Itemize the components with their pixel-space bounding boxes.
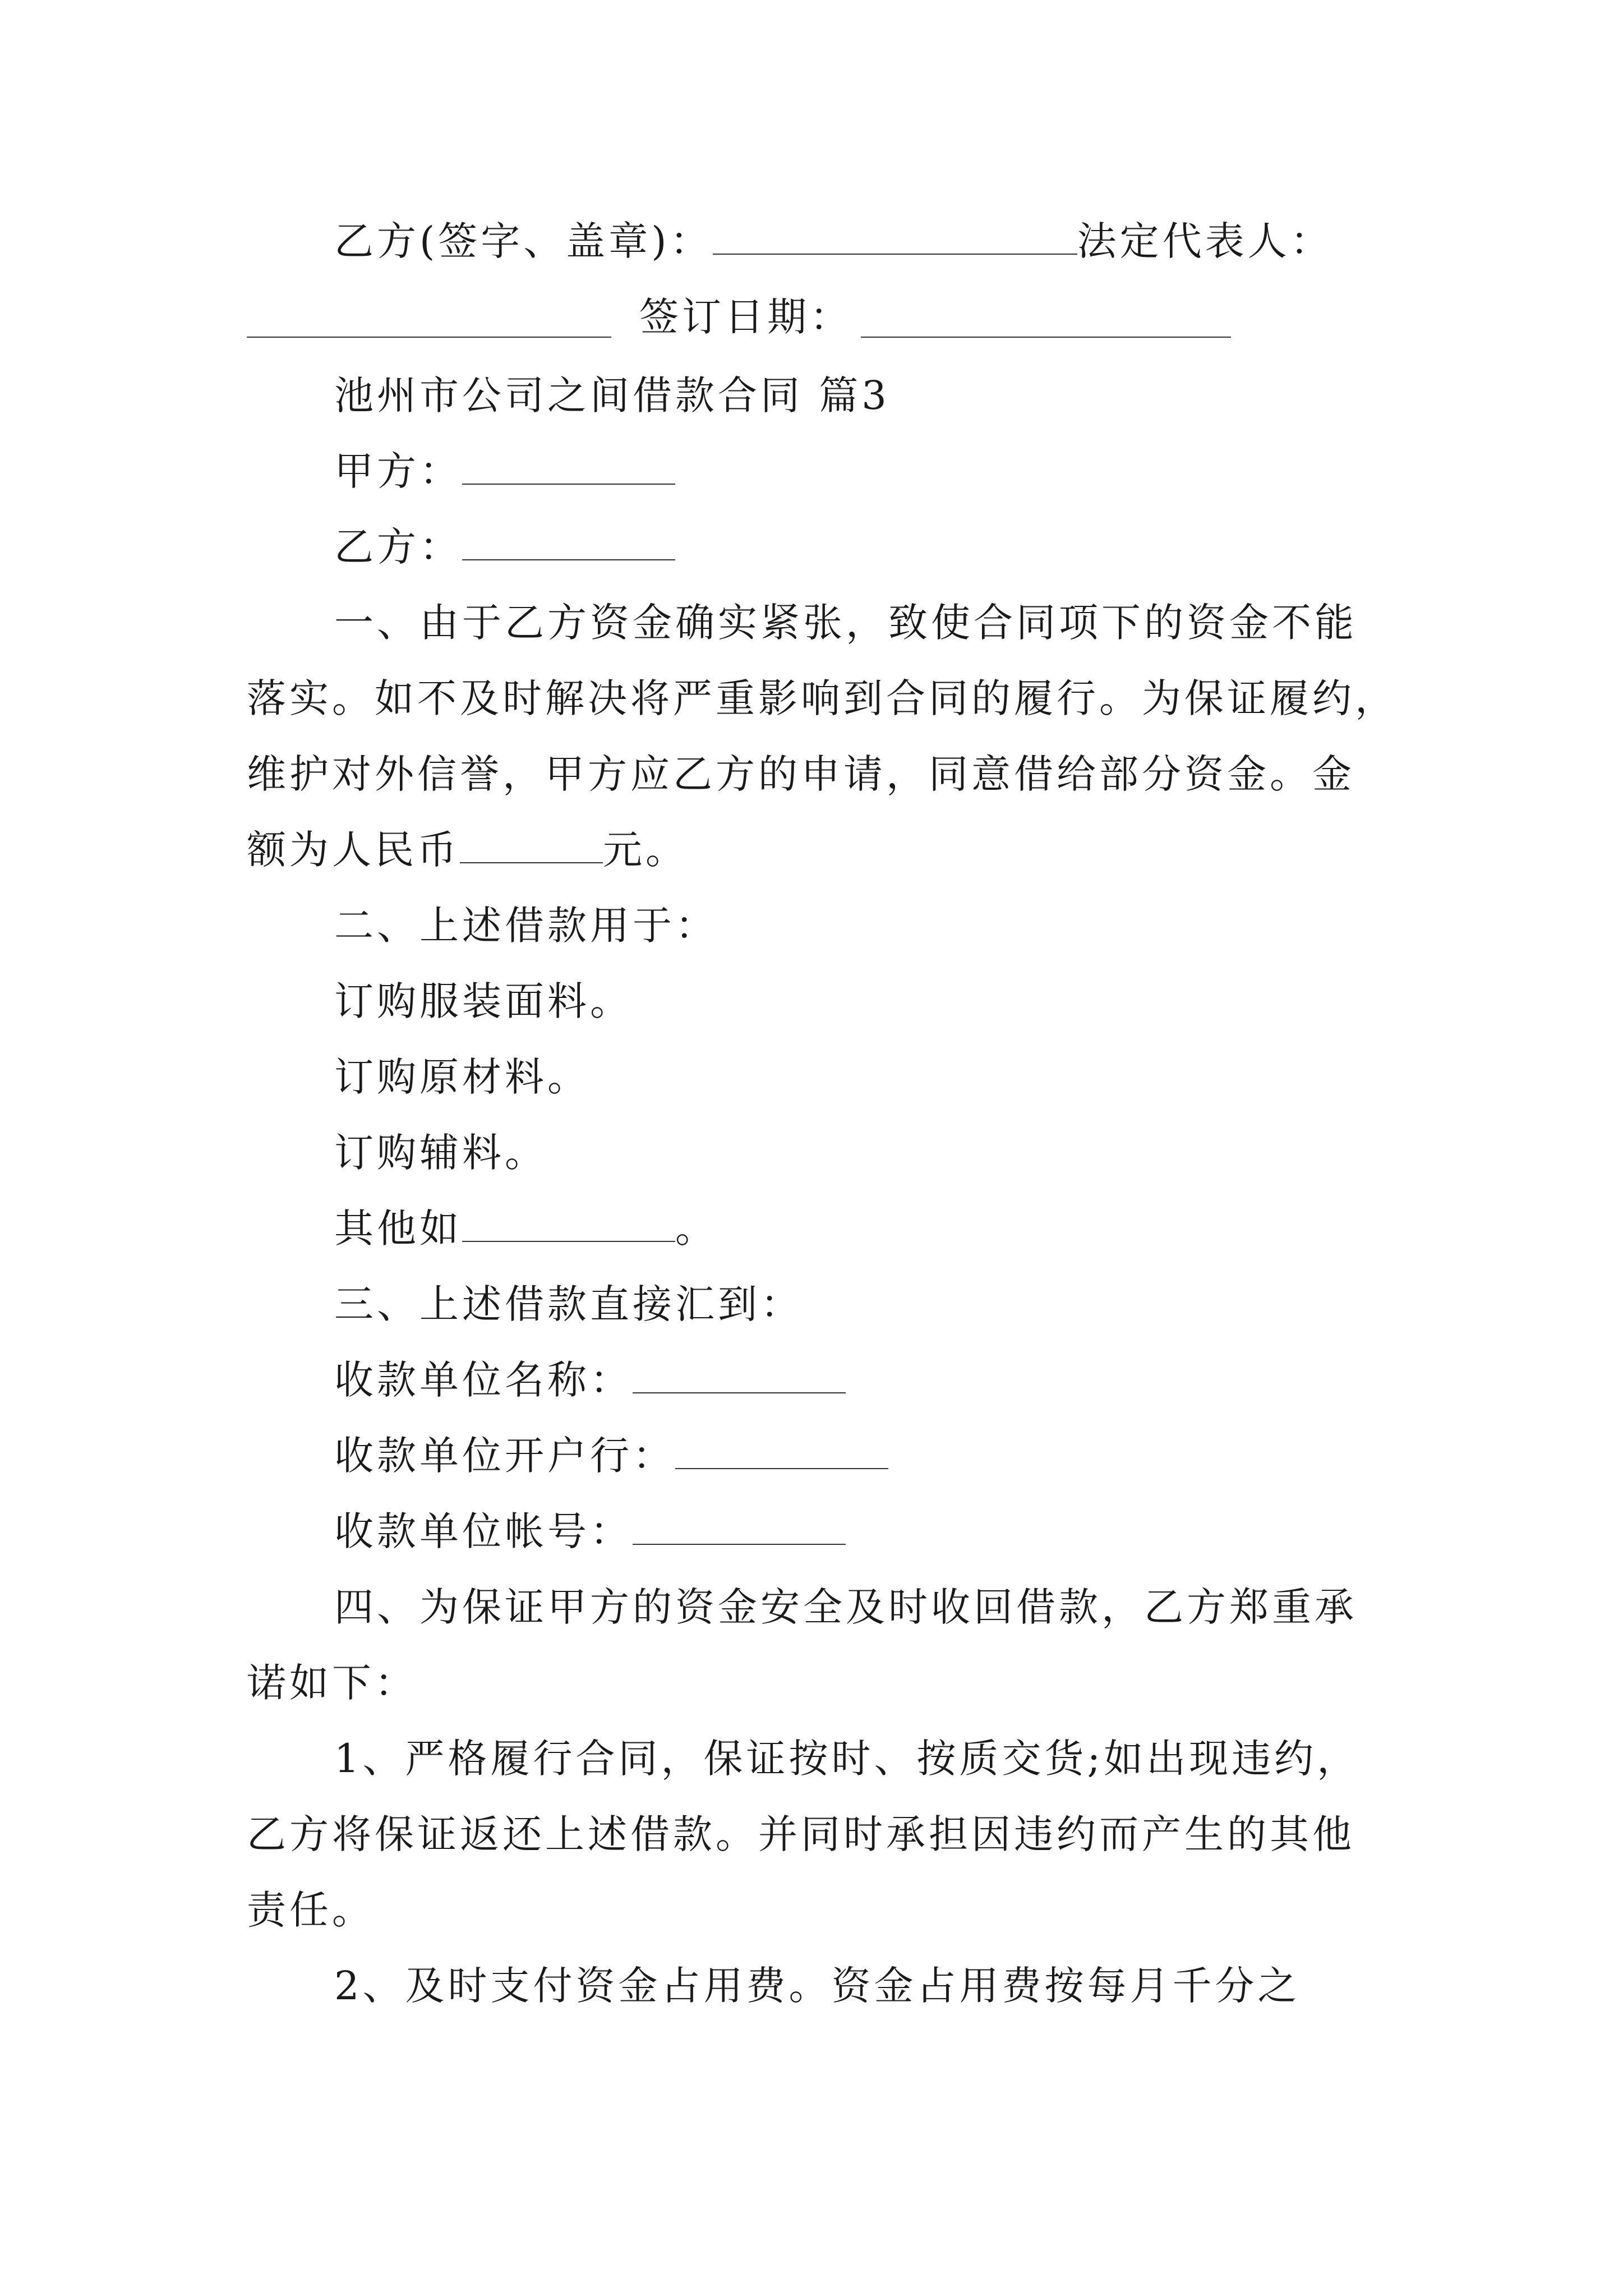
item1-line1: 1、严格履行合同，保证按时、按质交货;如出现违约，: [334, 1736, 1360, 1782]
clause1-line3: 维护对外信誉，甲方应乙方的申请，同意借给部分资金。金: [247, 751, 1355, 797]
other-suffix: 。: [675, 1205, 718, 1251]
clause1-line4: [247, 825, 688, 875]
clause4-line2: 诺如下：: [247, 1660, 417, 1706]
sign-date-blank: [861, 337, 1231, 338]
party-b-line: [334, 522, 675, 572]
party-b-sign-label: 乙方(签字、盖章)：: [334, 218, 713, 264]
party-a-label: 甲方：: [334, 448, 462, 494]
clause2-item1: 订购服装面料。: [334, 978, 633, 1024]
section-title: 池州市公司之间借款合同 篇3: [334, 372, 890, 418]
item2-line1: 2、及时支付资金占用费。资金占用费按每月千分之: [334, 1963, 1301, 2009]
clause2-item4: [334, 1203, 718, 1254]
payee-bank-line: [334, 1430, 888, 1481]
item1-line2: 乙方将保证返还上述借款。并同时承担因违约而产生的其他: [247, 1811, 1355, 1857]
signature-line: [334, 216, 1333, 266]
other-label: 其他如: [334, 1205, 462, 1251]
clause3-title: 三、上述借款直接汇到：: [334, 1281, 803, 1327]
legal-rep-blank: [247, 337, 611, 338]
amount-label: 额为人民币: [247, 827, 460, 873]
sign-date-label: 签订日期：: [639, 294, 852, 340]
party-b-label: 乙方：: [334, 524, 462, 570]
party-a-line: [334, 446, 675, 496]
clause1-line2: 落实。如不及时解决将严重影响到合同的履行。为保证履约，: [247, 675, 1398, 721]
clause4-line1: 四、为保证甲方的资金安全及时收回借款，乙方郑重承: [334, 1584, 1357, 1630]
other-blank: [462, 1207, 675, 1242]
party-b-blank: [462, 526, 675, 560]
party-a-blank: [462, 450, 675, 485]
payee-name-line: [334, 1355, 846, 1405]
clause1-line1: 一、由于乙方资金确实紧张，致使合同项下的资金不能: [334, 600, 1357, 646]
clause2-item2: 订购原材料。: [334, 1054, 590, 1100]
payee-account-label: 收款单位帐号：: [334, 1508, 633, 1554]
payee-account-blank: [633, 1510, 846, 1545]
amount-blank: [460, 829, 603, 863]
amount-suffix: 元。: [603, 827, 688, 873]
payee-bank-blank: [675, 1434, 888, 1469]
payee-account-line: [334, 1506, 846, 1557]
item1-line3: 责任。: [247, 1887, 375, 1933]
payee-name-blank: [633, 1359, 846, 1393]
legal-rep-label: 法定代表人：: [1077, 218, 1333, 264]
party-b-sign-blank: [713, 220, 1077, 255]
payee-bank-label: 收款单位开户行：: [334, 1433, 675, 1479]
payee-name-label: 收款单位名称：: [334, 1357, 633, 1403]
clause2-title: 二、上述借款用于：: [334, 903, 718, 949]
clause2-item3: 订购辅料。: [334, 1130, 547, 1176]
